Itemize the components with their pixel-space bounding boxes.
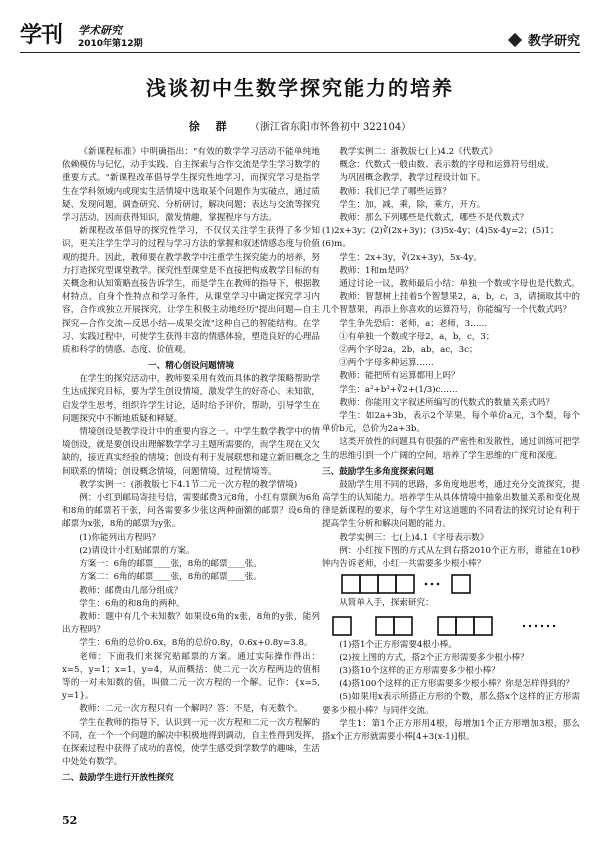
- paragraph: 在学生的探究活动中，教师要采用有效而具体的教学策略帮助学生达成探究目标，要为学生创设情境，激发学生的好奇心、未知欲，启发学生思考，组织许学生讨论，适时给予评价，帮助，引导学生在问题探究中不断地质疑和释疑。: [62, 374, 320, 424]
- paragraph: 这类开放性的问题具有很强的严密性和发散性，通过训练可把学生的思维引到一个广阔的空间，培养了学生思维的广度和深度。: [322, 437, 580, 461]
- one-square: [328, 613, 358, 639]
- paragraph: (1)2x+3y；(2)∛(2x+3y)；(3)5x-4y；(4)5x-4y=2；(5)1；(6)m。: [322, 226, 559, 250]
- paragraph: (3)搭10个这样的正方形需要多少根小棒？: [339, 665, 500, 676]
- paragraph: 教学实例三：七(上)4.1《字母表示数》: [339, 532, 489, 543]
- paragraph: ②两个字母2a，2b，ab，ac，3c；: [339, 345, 478, 356]
- paragraph: 学生争先恐后：老师，a；老师，3……: [339, 318, 488, 329]
- paragraph: 情境创设是教学设计中的重要内容之一。中学生数学教学中的情境创设，就是要创设出理解数学学习主题所需要的，而学生现在又欠缺的，接近真实经验的情境；创设有利于发展联想和建立新旧概念之间联系的情境；创设概念情境，问题情境，过程情境等。: [62, 427, 320, 477]
- paragraph: 教师：那么下列哪些是代数式，哪些不是代数式？: [339, 213, 529, 224]
- journal-name: 学术研究: [78, 24, 122, 37]
- header-rule: [20, 52, 580, 53]
- paragraph: (1)搭1个正方形需要4根小棒。: [339, 639, 457, 650]
- section-label: 教学研究: [510, 30, 580, 49]
- paragraph: 学生：如2a+3b，表示2个苹果，每个单价a元，3个梨，每个单价b元，总价为2a+3b。: [322, 411, 580, 435]
- ellipsis-dots: [425, 583, 440, 586]
- matchstick-row-figure: [322, 571, 580, 597]
- paragraph: 鼓励学生用不同的思路，多角度地思考，通过充分交流探究，提高学生的认知能力。培养学生从具体情境中抽象出数量关系和变化规律是新课程的要求，每个学生对这道题的不同看法的探究讨论有利于提高学生分析和解决问题的能力。: [322, 479, 580, 530]
- paragraph: 学生1：第1个正方形用4根，每增加1个正方形增加3根，那么搭x个正方形就需要小棒[4+3(x-1)]根。: [322, 718, 580, 742]
- right-column: [322, 146, 580, 744]
- journal-logo: 学刊: [20, 22, 63, 48]
- paragraph: 通过讨论一议，教师最后小结：单独一个数或字母也是代数式。: [339, 279, 580, 290]
- paragraph: 学生：2x+3y，∛(2x+3y)，5x-4y。: [339, 252, 482, 263]
- paragraph: 教师：我们已学了哪些运算？: [339, 186, 451, 197]
- page-number: 52: [62, 814, 78, 827]
- paragraph: 例：小红按下图的方式从左到右搭2010个正方形，谁能在10秒钟内告诉老师，小红一共需要多少根小棒？: [322, 545, 580, 570]
- paragraph: ①有单独一个数或字母2，a，b，c，3；: [339, 331, 495, 342]
- three-squares: [433, 613, 501, 639]
- author-name: 徐 群: [188, 120, 233, 133]
- paragraph: 教师：二元一次方程只有一个解吗？答：不是，有无数个。: [79, 704, 303, 715]
- paragraph: 《新课程标准》中明确指出："有效的数学学习活动不能单纯地依赖模仿与记忆，动手实践、自主探索与合作交流是学生学习数学的重要方式。"新课程改革倡导学生探究性地学习，而探究学习是指学生在学科领域内或现实生活情境中选取某个问题作为实破点，通过质疑、发现问题，调查研究、分析研讨，解决问题；表达与交流等探究学习活动，因而获得知识，激发情趣，掌握程序与方法。: [62, 147, 320, 224]
- paragraph: 学生在教师的指导下，认识到一元一次方程和二元一次方程解的不同，在一个一个问题的解决中积极地得到调动，自主性得到发挥，在探索过程中获得了成功的喜悦，使学生感受到学数学的趣味，生活中处处有数学。: [62, 717, 320, 768]
- paragraph: 老师：下面我们来探究贴邮票的方案。通过实际操作得出：x=5，y=1；x=1，y=4，从而概括：使二元一次方程两边的值相等的一对未知数的值，叫做二元一次方程的一个解。记作：{x=5, y=1}。: [62, 651, 320, 702]
- article-title: 浅谈初中生数学探究能力的培养: [146, 76, 454, 100]
- paragraph: 学生：6角的和8角的两种。: [79, 598, 185, 609]
- paragraph: 例：小红到邮局寄挂号信，需要邮费3元8角，小红有票额为6角和8角的邮票若干张，问各需要多少张这两种面额的邮票？设6角的邮票为x张，8角的邮票为y张。: [62, 493, 320, 530]
- paragraph: 教师：1和m是吗？: [339, 265, 413, 276]
- two-squares: [371, 613, 421, 639]
- paragraph: 学生：加，减，乘，除，乘方，开方。: [339, 199, 486, 210]
- paragraph: 教师：邮费由几部分组成？: [79, 585, 183, 596]
- paragraph: (5)如果用x表示所搭正方形的个数，那么搭x个这样的正方形需要多少根小棒？与同伴交流。: [322, 692, 580, 716]
- paragraph: 学生：6角的总价0.6x，8角的总价0.8y，0.6x+0.8y=3.8。: [79, 638, 313, 649]
- paragraph: 新课程改革倡导的探究性学习，不仅仅关注学生获得了多少知识，更关注学生学习的过程与学习方法的掌握和叙述情感态度与价值观的提升。因此，教师要在教学教学中注重学生探究能力的培养，努力打造探究型课堂教学。探究性型课堂是不直接把构成教学目标的有关概念和认知策略直接告诉学生，而是学生在教师的指导下，根据教材特点，自身个性特点和学习条件，从课堂学习中确定探究学习内容，合作或独立开展探究，让学生积极主动地经历"提出问题—自主探究—合作交流—反思小结—成果交流"这种自己的智能结构。在学习、实践过程中，可使学生获得丰富的情感体验，塑造良好的心理品质和科学的情感、态度、价值观。: [62, 226, 320, 356]
- paragraph: 教学实例一：(浙教版七下4.1节二元一次方程的教学情境): [79, 479, 298, 490]
- paragraph: 教师：你能用文字叙述所编写的代数式的数量关系式吗？: [339, 397, 555, 408]
- left-column: [62, 146, 320, 785]
- paragraph: 方案一：6角的邮票____张，8角的邮票____张。: [79, 559, 262, 570]
- matchstick-steps-figure: [322, 613, 580, 639]
- paragraph: 学生：a²+b³+∛2+(1/3)c……: [339, 384, 458, 395]
- paragraph: 教学实例二：浙教版七(上)4.2《代数式》: [339, 147, 498, 157]
- paragraph: (1)你能列出方程吗？: [79, 532, 161, 543]
- paragraph: 概念：代数式一般由数、表示数的字母和运算符号组成。: [339, 160, 555, 171]
- dotted-continuation: [514, 613, 574, 639]
- paragraph: ③两个字母多种运算……: [339, 358, 434, 369]
- paragraph: 教师：题中有几个未知数？如果设6角的x张，8角的y张，能列出方程吗？: [62, 611, 320, 636]
- author-affiliation: （浙江省东阳市怀鲁初中 322104）: [249, 122, 412, 133]
- paragraph: (4)搭100个这样的正方形需要多少根小棒？你是怎样得到的？: [339, 679, 575, 690]
- paragraph: 为巩固概念教学，教学过程设计如下。: [339, 173, 486, 184]
- paragraph: 从简单入手，探索研究：: [339, 598, 434, 609]
- issue-label: 2010年第12期: [78, 39, 143, 49]
- byline: [0, 118, 600, 134]
- paragraph: 教师：智慧树上挂着5个智慧果2，a，b，c，3，请摘取其中的几个智慧果，再添上你喜欢的运算符号，你能编写一个代数式吗？: [322, 292, 580, 316]
- paragraph: (2)请设计小红贴邮票的方案。: [79, 545, 195, 556]
- paragraph: (2)按上图的方式，搭2个正方形需要多少根小棒？: [339, 652, 529, 663]
- section-heading: 三、鼓励学生多角度探索问题: [322, 466, 434, 477]
- paragraph: 教师：能把所有运算都用上吗？: [339, 371, 460, 382]
- section-heading: 一、精心创设问题情境: [148, 361, 234, 372]
- paragraph: 方案二：6角的邮票____张，8角的邮票____张。: [79, 572, 262, 583]
- section-heading: 二、鼓励学生进行开放性探究: [62, 773, 174, 784]
